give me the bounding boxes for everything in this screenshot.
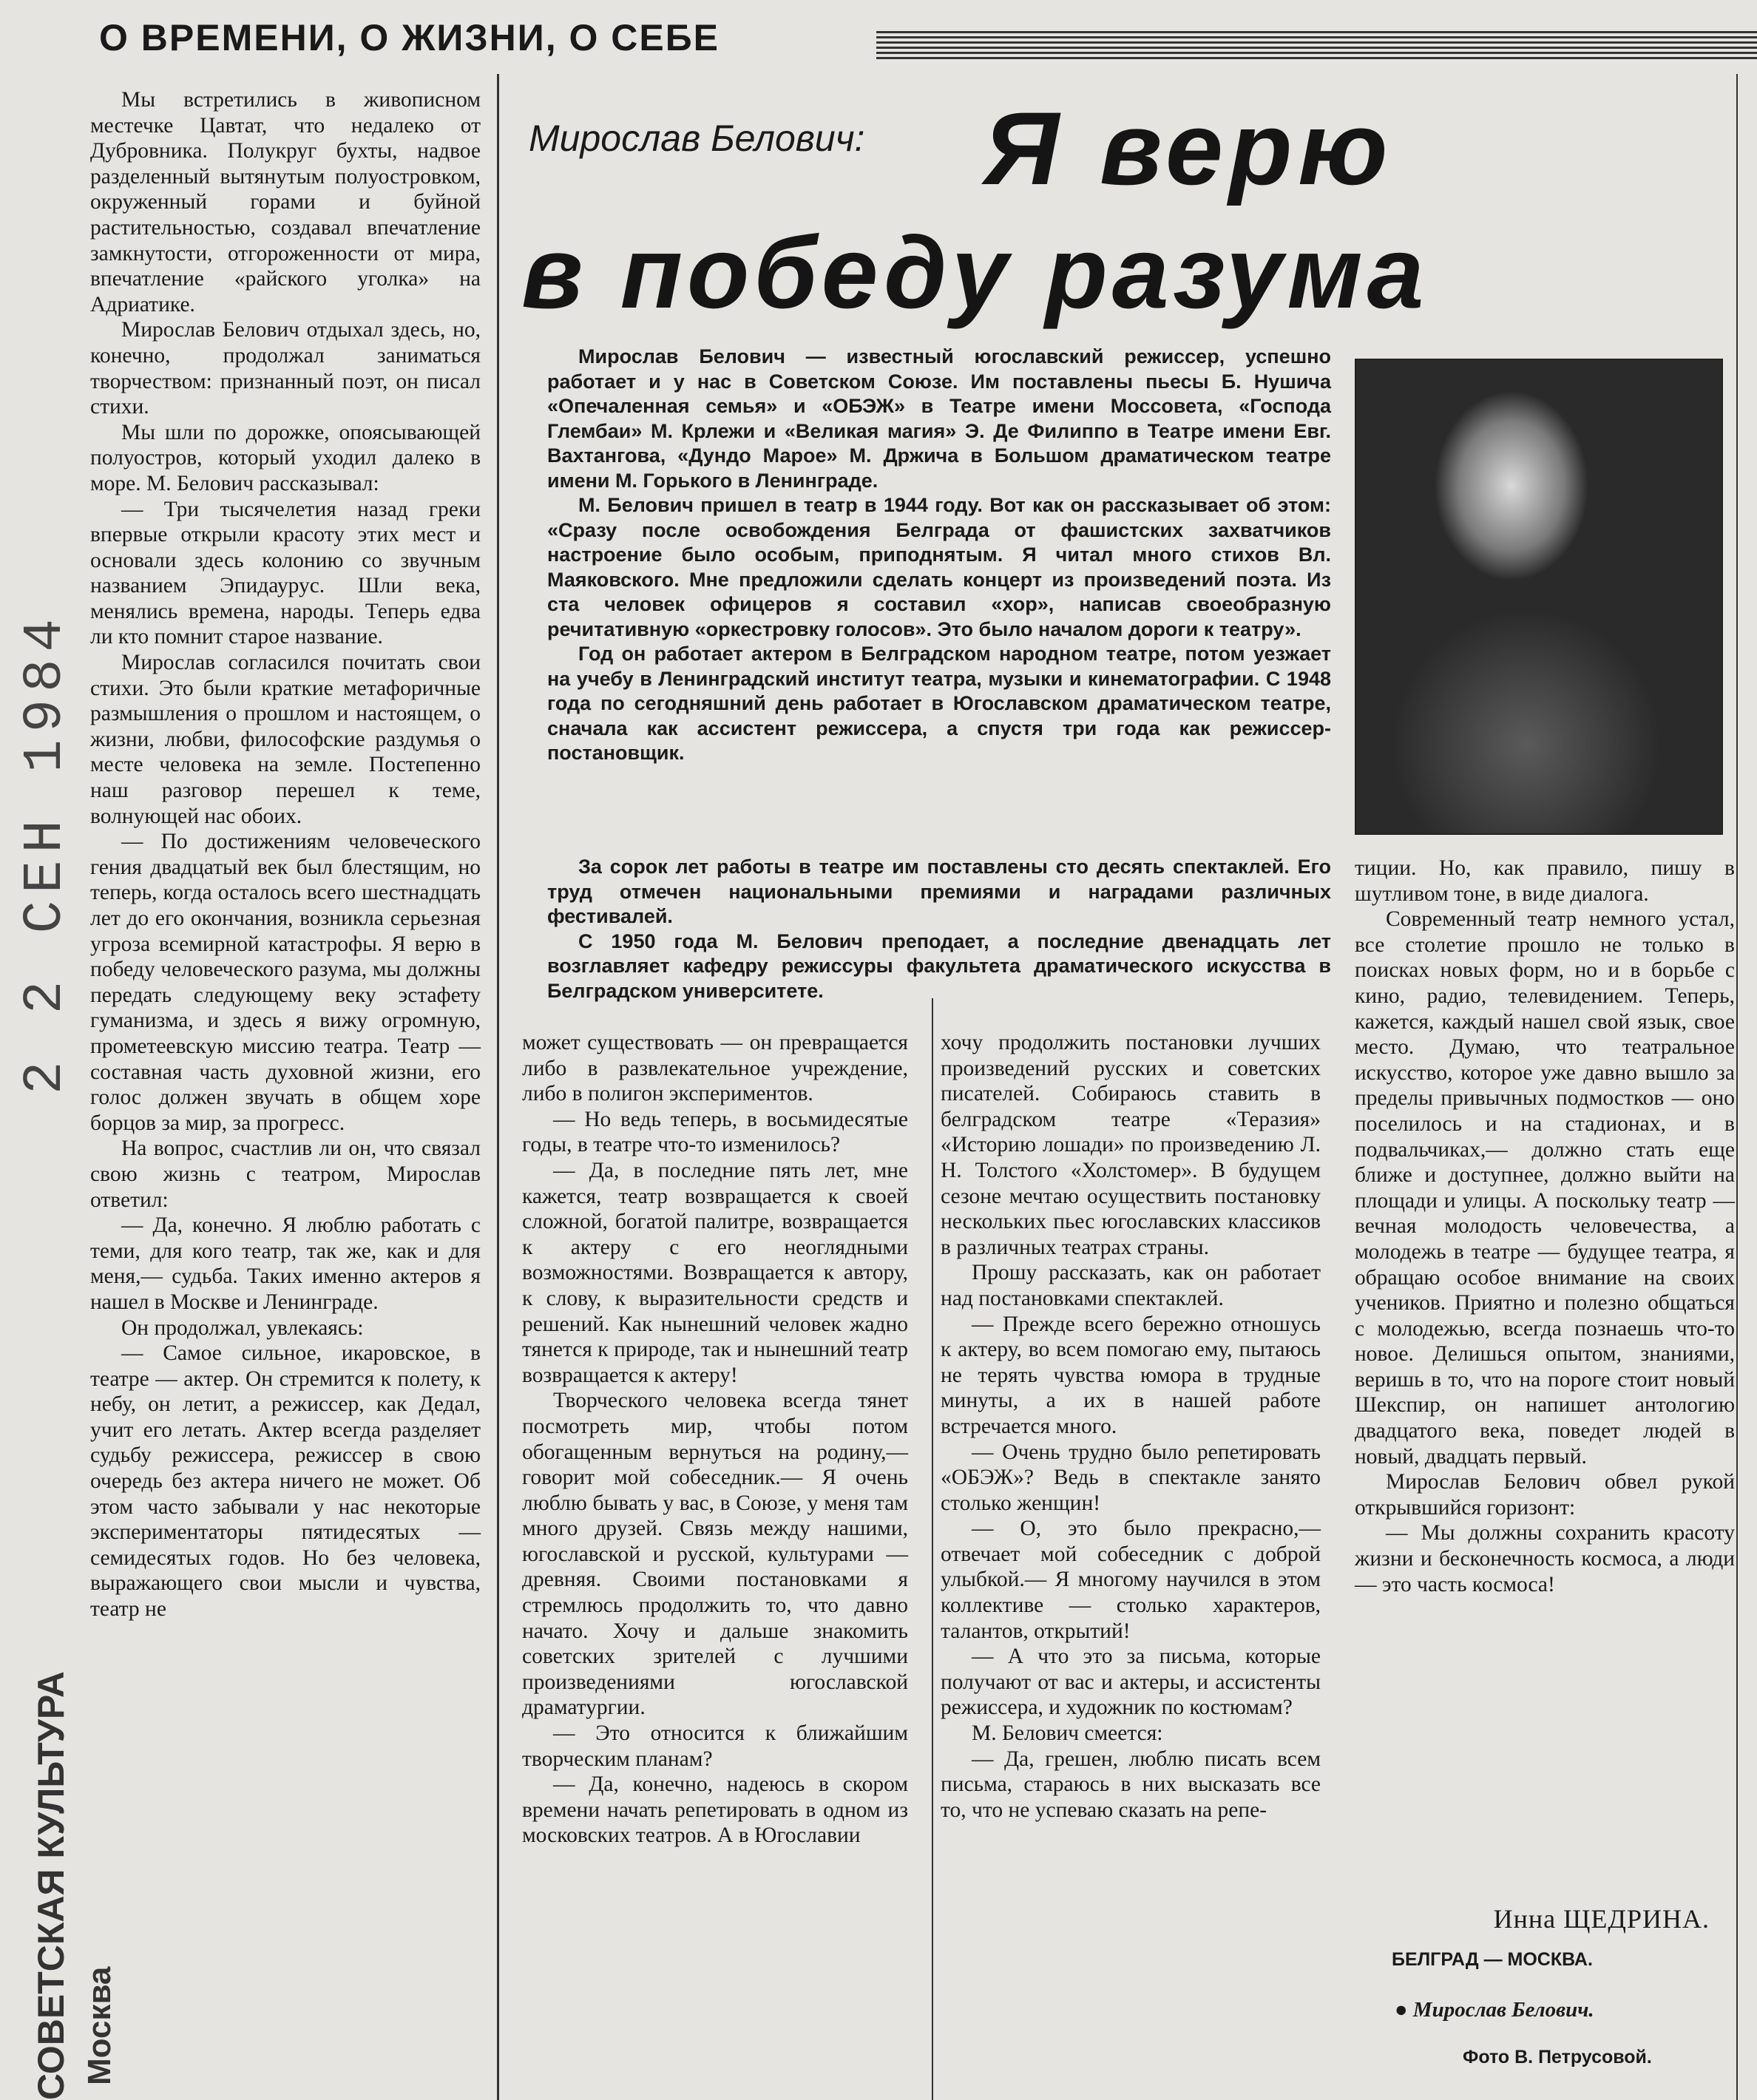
headline-byline: Мирослав Белович: xyxy=(529,118,865,159)
body-paragraph: — Очень трудно было репетировать «ОБЭЖ»? Ведь в спектакле занято столько женщин! xyxy=(941,1440,1321,1515)
body-paragraph: Мирослав согласился почитать свои стихи. Это были краткие метафоричные размышления о прошлом и настоящем, о жизни, любви, философские раздумья о месте человека на земле. Постепенно наш разговор перешел к теме, волнующей нас обоих. xyxy=(90,651,481,828)
column-rule-right xyxy=(1736,74,1738,2100)
body-paragraph: Современный театр немного устал, все столетие прошло не только в поисках новых форм, но и в борьбе с кино, радио, телевидением. Теперь, кажется, каждый нашел свой язык, свое место. Думаю, что театральное искусство, которое уже давно вышло за пределы привычных подмостков — оно поселилось и на стадионах, и в подвальчиках,— должно стать еще ближе и доступнее, должно выйти на площади и улицы. А поскольку театр — вечная молодость человечества, а молодежь в театре — будущее театра, я обращаю особое внимание на своих учеников. Приятно и полезно общаться с молодежью, всегда познаешь что-то новое. Делишься опытом, знаниями, веришь в то, что на пороге стоит новый Шекспир, он напишет антологию двадцатого века, поведет людей в новый, двадцать первый. xyxy=(1355,907,1735,1469)
body-paragraph: — Да, конечно, надеюсь в скором времени начать репетировать в одном из московских театров. А в Югославии xyxy=(522,1772,908,1848)
lead-intro xyxy=(547,345,1331,766)
body-paragraph: хочу продолжить постановки лучших произведений русских и советских писателей. Собираюсь ставить в белградском театре «Теразия» «Историю лошади» по произведению Л. Н. Толстого «Холстомер». В будущем сезоне мечтаю осуществить постановку нескольких пьес югославских классиков в различных театрах страны. xyxy=(941,1031,1321,1259)
body-paragraph: — Самое сильное, икаровское, в театре — актер. Он стремится к полету, к небу, он летит, а режиссер, как Дедал, учит его летать. Актер всегда разделяет судьбу режиссера, режиссер в свою очередь без актера ничего не может. Об этом часто забывали у нас некоторые экспериментаторы пятидесятых — семидесятых годов. Но без человека, выражающего свои мысли и чувства, театр не xyxy=(90,1341,481,1622)
article-column-1 xyxy=(90,87,481,1622)
portrait-photo xyxy=(1355,359,1723,835)
body-paragraph: — Прежде всего бережно отношусь к актеру, во всем помогаю ему, пытаюсь не терять чувства юмора в трудные минуты, а их в нашей работе встречается много. xyxy=(941,1312,1321,1438)
photo-caption-text: Мирослав Белович. xyxy=(1412,1998,1594,2022)
article-author: Инна ЩЕДРИНА. xyxy=(1493,1904,1710,1934)
photo-caption: ● Мирослав Белович. xyxy=(1395,1998,1594,2022)
body-paragraph: — Это относится к ближайшим творческим планам? xyxy=(522,1721,908,1771)
lead-paragraph: За сорок лет работы в театре им поставлены сто десять спектаклей. Его труд отмечен национальными премиями и наградами различных фестивалей. xyxy=(547,856,1331,927)
column-rule-left xyxy=(497,74,499,2100)
rubric-hatch-divider xyxy=(876,31,1757,62)
photo-credit: Фото В. Петрусовой. xyxy=(1463,2047,1652,2067)
body-paragraph: тиции. Но, как правило, пишу в шутливом тоне, в виде диалога. xyxy=(1355,856,1735,906)
article-column-2 xyxy=(522,1030,908,1849)
lead-paragraph: М. Белович пришел в театр в 1944 году. Вот как он рассказывает об этом: «Сразу после освобождения Белграда от фашистских захватчиков настроение было особым, приподнятым. Я читал много стихов Вл. Маяковского. Мне предложили сделать концерт из произведений поэта. Из ста человек офицеров я составил «хор», написав своеобразную речитативную «оркестровку голосов». Это было началом дороги к театру». xyxy=(547,494,1331,640)
body-paragraph: — А что это за письма, которые получают от вас и актеры, и ассистенты режиссера, и художник по костюмам? xyxy=(941,1645,1321,1720)
body-paragraph: — Да, конечно. Я люблю работать с теми, для кого театр, так же, как и для меня,— судьба. Таких именно актеров я нашел в Москве и Ленинграде. xyxy=(90,1213,481,1314)
article-column-3 xyxy=(941,1030,1321,1823)
body-paragraph: Он продолжал, увлекаясь: xyxy=(121,1315,364,1340)
body-paragraph: — О, это было прекрасно,— отвечает мой собеседник с доброй улыбкой.— Я многому научился в этом коллективе — столько характеров, талантов, открытий! xyxy=(941,1517,1321,1643)
body-paragraph: Мирослав Белович обвел рукой открывшийся горизонт: xyxy=(1355,1470,1735,1520)
date-stamp: 2 2 СЕН 1984 xyxy=(15,612,77,1094)
body-paragraph: — По достижениям человеческого гения двадцатый век был блестящим, но теперь, когда осталось всего шестнадцать лет до его окончания, возникла серьезная угроза всемирной катастрофы. Я верю в победу человеческого разума, мы должны передать следующему веку эстафету гуманизма, и здесь я вижу огромную, прометеевскую миссию театра. Театр — составная часть духовной жизни, его голос должен звучать в общем хоре борцов за мир, за прогресс. xyxy=(90,830,481,1135)
headline-line-2: в победу разума xyxy=(521,216,1429,330)
column-rule-mid xyxy=(932,998,933,2100)
lead-paragraph: С 1950 года М. Белович преподает, а последние двенадцать лет возглавляет кафедру режиссуры факультета драматического искусства в Белградском университете. xyxy=(547,929,1331,1002)
lead-intro-end xyxy=(547,855,1331,1003)
article-column-4 xyxy=(1355,856,1735,1597)
body-paragraph: — Да, в последние пять лет, мне кажется, театр возвращается к своей сложной, богатой палитре, возвращается к актеру с его неоглядными возможностями. Возвращается к автору, к слову, к выразительности средств и решений. Как нынешний человек жадно тянется к природе, так и нынешний театр возвращается к актеру! xyxy=(522,1158,908,1387)
body-paragraph: — Мы должны сохранить красоту жизни и бесконечность космоса, а люди — это часть космоса! xyxy=(1355,1521,1735,1596)
body-paragraph: Мы шли по дорожке, опоясывающей полуостров, который уходил далеко в море. М. Белович рассказывал: xyxy=(90,420,481,495)
body-paragraph: может существовать — он превращается либо в развлекательное учреждение, либо в полигон экспериментов. xyxy=(522,1031,908,1106)
body-paragraph: — Три тысячелетия назад греки впервые открыли красоту этих мест и основали здесь колонию со звучным названием Эпидаурус. Шли века, менялись времена, народы. Теперь едва ли кто помнит старое название. xyxy=(90,497,481,649)
body-paragraph: Прошу рассказать, как он работает над постановками спектаклей. xyxy=(941,1261,1321,1310)
lead-paragraph: Мирослав Белович — известный югославский режиссер, успешно работает и у нас в Советском Союзе. Им поставлены пьесы Б. Нушича «Опечаленная семья» и «ОБЭЖ» в Театре имени Моссовета, «Господа Глембаи» М. Крлежи и «Великая магия» Э. Де Филиппо в Театре имени Евг. Вахтангова, «Дундо Марое» М. Држича в Большом драматическом театре имени М. Горького в Ленинграде. xyxy=(547,345,1331,492)
body-paragraph: — Но ведь теперь, в восьмидесятые годы, в театре что-то изменилось? xyxy=(522,1107,908,1157)
newspaper-name-stamp: СОВЕТСКАЯ КУЛЬТУРА xyxy=(30,1671,72,2100)
body-paragraph: — Да, грешен, люблю писать всем письма, стараюсь в них высказать все то, что не успеваю сказать на репе- xyxy=(941,1747,1321,1822)
body-paragraph: Мы встретились в живописном местечке Цавтат, что недалеко от Дубровника. Полукруг бухты, надвое разделенный вытянутым полуостровком, окруженный горами и буйной растительностью, создавал впечатление замкнутости, отгороженности от мира, впечатление «райского уголка» на Адриатике. xyxy=(90,88,481,316)
headline-line-1: Я верю xyxy=(984,90,1394,206)
body-paragraph: На вопрос, счастлив ли он, что связал свою жизнь с театром, Мирослав ответил: xyxy=(90,1137,481,1212)
newspaper-city-stamp: Москва xyxy=(81,1966,118,2085)
article-dateline: БЕЛГРАД — МОСКВА. xyxy=(1392,1949,1593,1970)
body-paragraph: Мирослав Белович отдыхал здесь, но, конечно, продолжал заниматься творчеством: признанный поэт, он писал стихи. xyxy=(90,318,481,419)
body-paragraph: М. Белович смеется: xyxy=(972,1721,1163,1746)
section-rubric: О ВРЕМЕНИ, О ЖИЗНИ, О СЕБЕ xyxy=(99,17,720,58)
lead-paragraph: Год он работает актером в Белградском народном театре, потом уезжает на учебу в Ленинградский институт театра, музыки и кинематографии. С 1948 года по сегодняшний день работает в Югославском драматическом театре, сначала как ассистент режиссера, а спустя три года как режиссер-постановщик. xyxy=(547,643,1331,764)
body-paragraph: Творческого человека всегда тянет посмотреть мир, чтобы потом обогащенным вернуться на родину,— говорит мой собеседник.— Я очень люблю бывать у вас, в Союзе, у меня там много друзей. Связь между нашими, югославской и русской, культурами — древняя. Своими постановками я стремлюсь продолжить то, что давно начато. Хочу и дальше знакомить советских зрителей с лучшими произведениями югославской драматургии. xyxy=(522,1389,908,1720)
